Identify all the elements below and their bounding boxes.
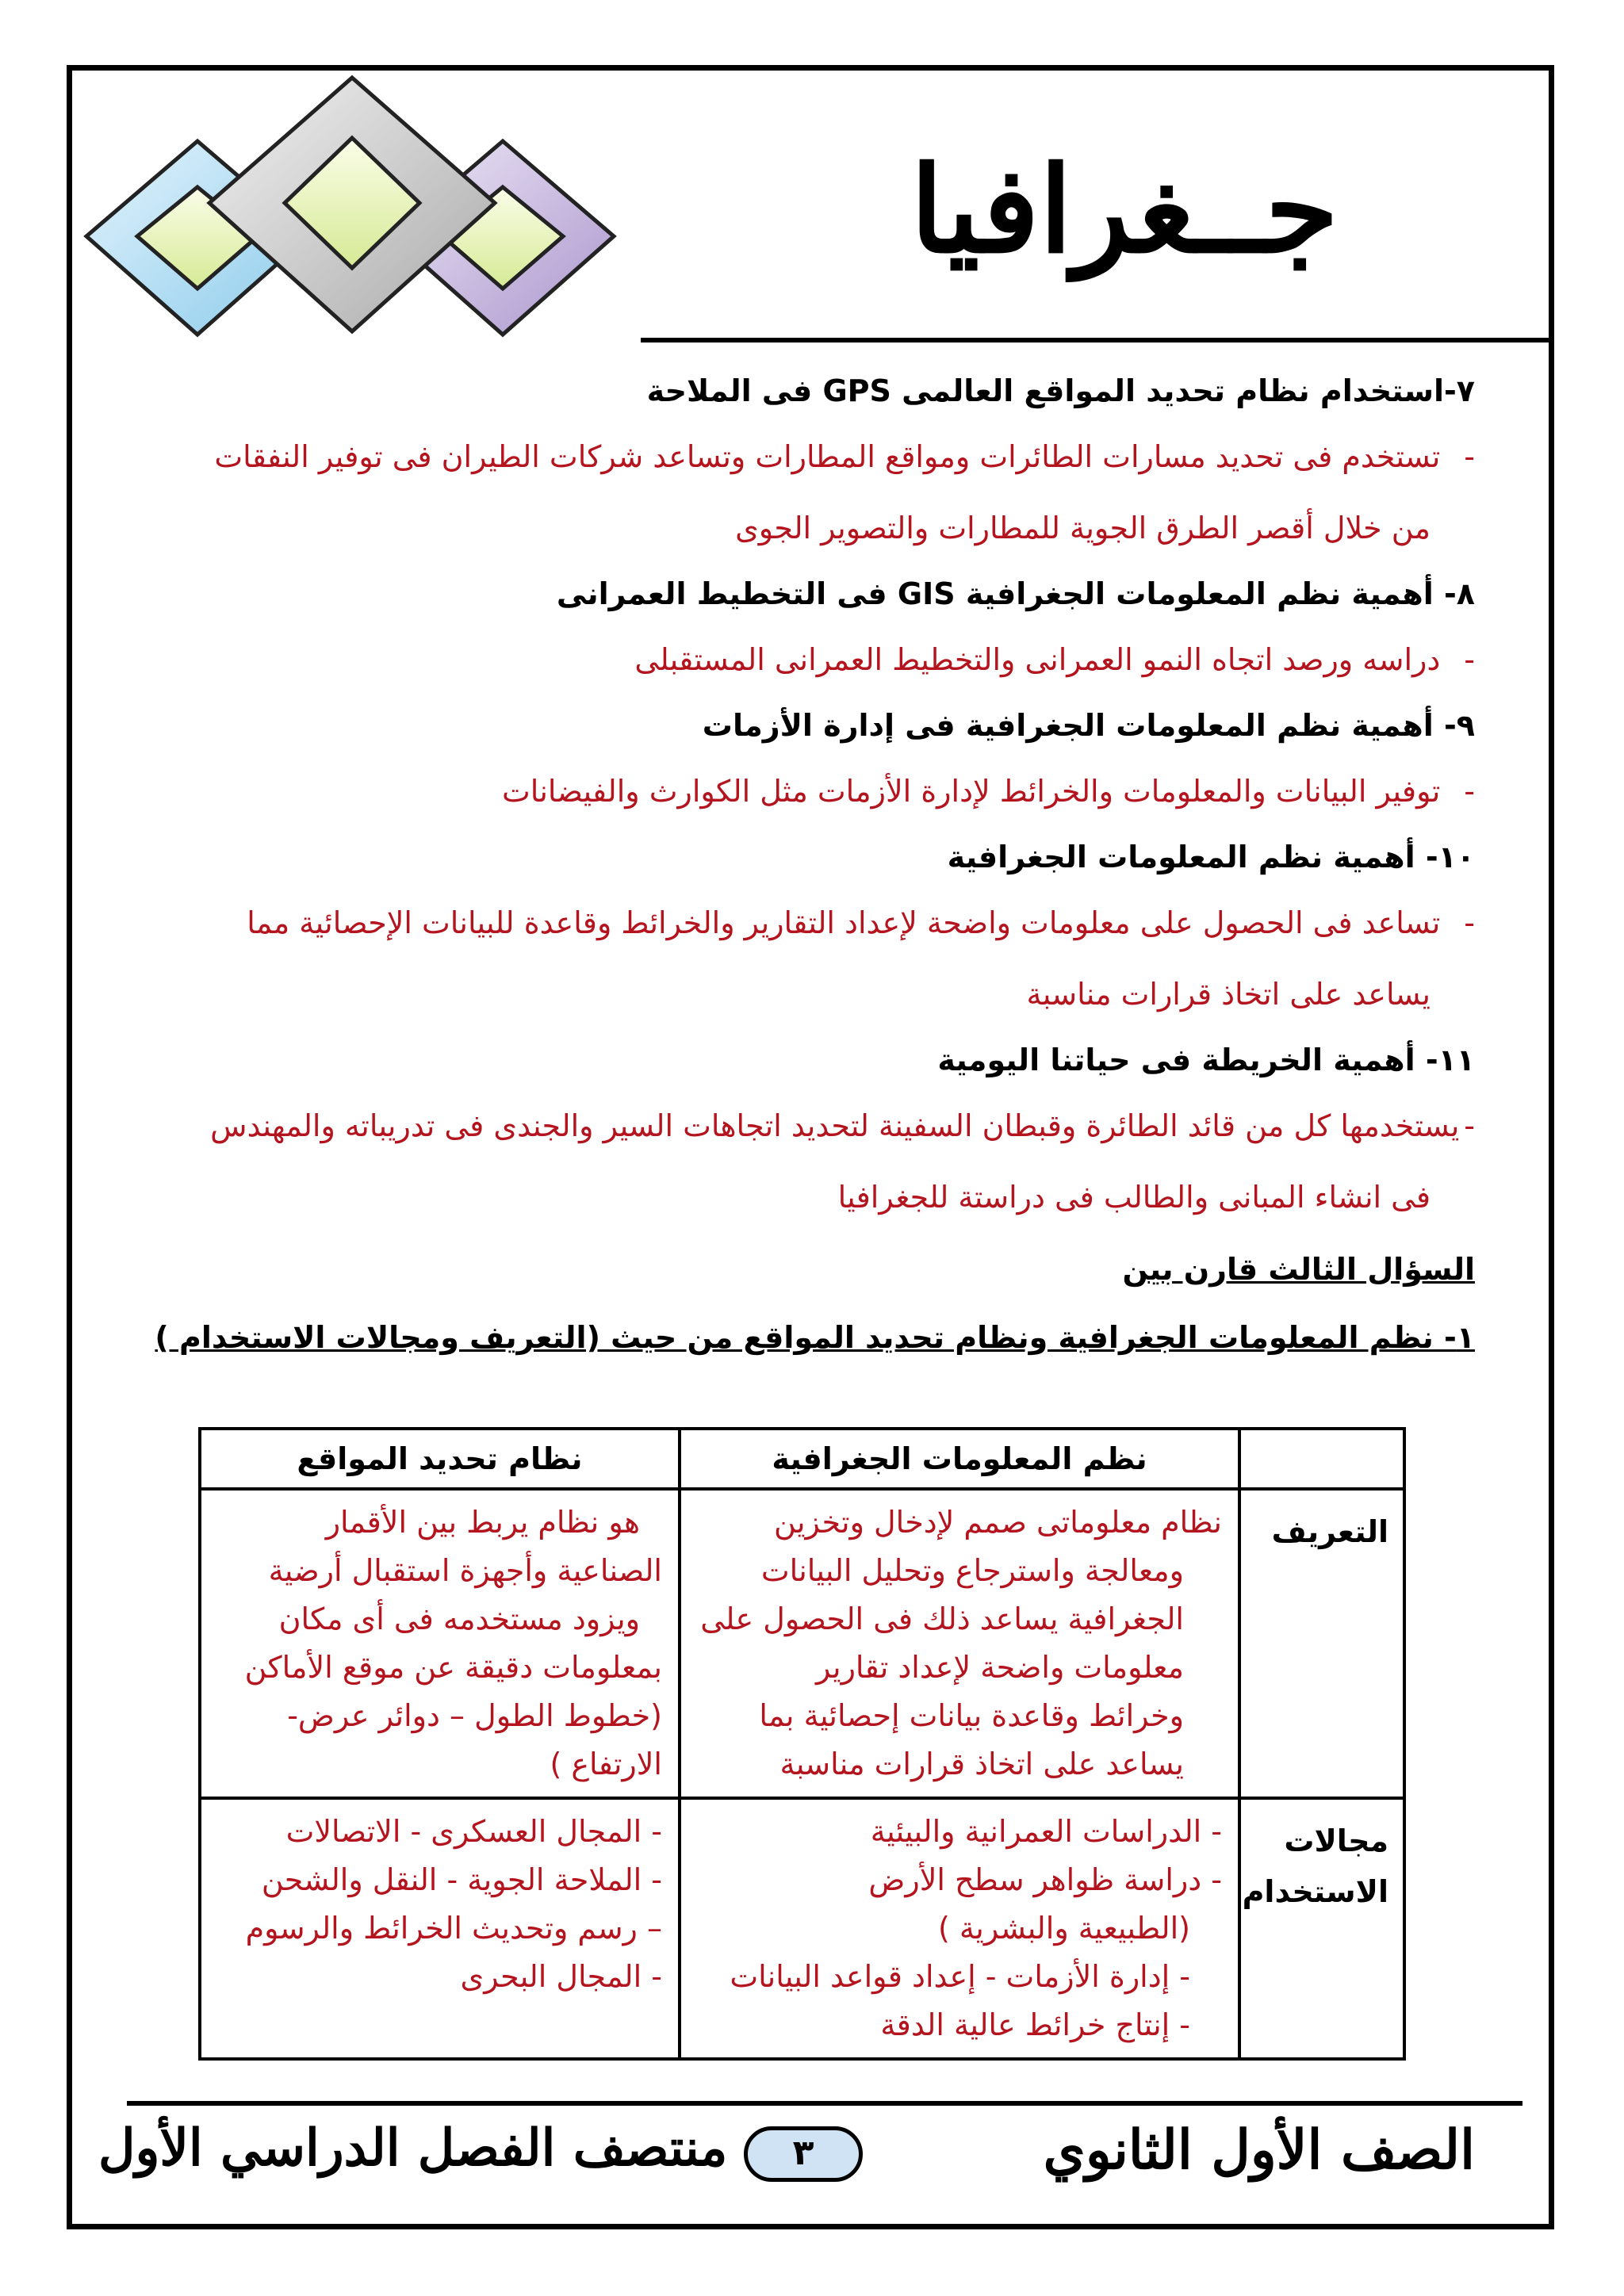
header-gis: نظم المعلومات الجغرافية	[680, 1429, 1239, 1489]
header-gps: نظام تحديد المواقع	[200, 1429, 680, 1489]
table-row	[200, 1489, 1404, 1798]
gis-definition: نظام معلوماتى صمم لإدخال وتخزين ومعالجة واسترجاع وتحليل البيانات الجغرافية يساعد ذلك فى الحصول على معلومات واضحة لإعداد تقارير وخرائط وقاعدة بيانات إحصائية بما يساعد على اتخاذ قرارات مناسبة	[680, 1489, 1239, 1798]
answer-10: -تساعد فى الحصول على معلومات واضحة لإعداد التقارير والخرائط وقاعدة للبيانات الإحصائية مما	[247, 905, 1475, 940]
answer-11-continued: فى انشاء المبانى والطالب فى دراستة للجغرافيا	[837, 1180, 1431, 1215]
table-corner-cell	[1239, 1429, 1404, 1489]
comparison-table	[198, 1427, 1406, 2061]
answer-10-continued: يساعد على اتخاذ قرارات مناسبة	[1026, 977, 1431, 1012]
answer-7-continued: من خلال أقصر الطرق الجوية للمطارات والتصوير الجوى	[735, 511, 1431, 545]
question-8: ٨- أهمية نظم المعلومات الجغرافية GIS فى التخطيط العمرانى	[556, 576, 1475, 611]
question-7: ٧-استخدام نظام تحديد المواقع العالمى GPS فى الملاحة	[646, 373, 1475, 408]
section-3-question-1: ١- نظم المعلومات الجغرافية ونظام تحديد المواقع من حيث (التعريف ومجالات الاستخدام )	[155, 1320, 1475, 1355]
title-underline	[641, 338, 1554, 342]
question-9: ٩- أهمية نظم المعلومات الجغرافية فى إدارة الأزمات	[702, 708, 1475, 743]
row-head-uses: مجالات الاستخدام	[1239, 1798, 1404, 2059]
table-header-row	[200, 1429, 1404, 1489]
answer-9: -توفير البيانات والمعلومات والخرائط لإدارة الأزمات مثل الكوارث والفيضانات	[502, 774, 1475, 809]
page-title: جــغرافيا	[910, 140, 1339, 280]
page-number-badge: ٣	[744, 2126, 863, 2182]
answer-11: -يستخدمها كل من قائد الطائرة وقبطان السفينة لتحديد اتجاهات السير والجندى فى تدريباته والمهندس	[210, 1108, 1475, 1143]
footer-rule	[127, 2101, 1522, 2106]
gps-definition: هو نظام يربط بين الأقمار الصناعية وأجهزة استقبال أرضية ويزود مستخدمه فى أى مكان بمعلومات دقيقة عن موقع الأماكن (خطوط الطول – دوائر عرض- الارتفاع )	[200, 1489, 680, 1798]
gps-uses: - المجال العسكرى - الاتصالات - الملاحة الجوية - النقل والشحن – رسم وتحديث الخرائط والرسوم - المجال البحرى	[200, 1798, 680, 2059]
question-10: ١٠- أهمية نظم المعلومات الجغرافية	[947, 840, 1475, 874]
answer-7: -تستخدم فى تحديد مسارات الطائرات ومواقع المطارات وتساعد شركات الطيران فى توفير النفقات	[214, 439, 1475, 474]
row-head-definition: التعريف	[1239, 1489, 1404, 1798]
gis-uses: - الدراسات العمرانية والبيئية - دراسة ظواهر سطح الأرض (الطبيعية والبشرية ) - إدارة الأزمات - إعداد قواعد البيانات - إنتاج خرائط عالية الدقة	[680, 1798, 1239, 2059]
section-3-heading: السؤال الثالث قارن بين	[1122, 1252, 1475, 1287]
question-11: ١١- أهمية الخريطة فى حياتنا اليومية	[937, 1043, 1475, 1077]
table-row	[200, 1798, 1404, 2059]
footer-term-label: منتصف الفصل الدراسي الأول	[98, 2118, 728, 2178]
footer-grade-label: الصف الأول الثانوي	[1043, 2118, 1475, 2182]
diamond-logo-graphic	[67, 68, 701, 354]
content-body	[143, 361, 1475, 1369]
answer-8: -دراسه ورصد اتجاه النمو العمرانى والتخطيط العمرانى المستقبلى	[634, 642, 1475, 677]
